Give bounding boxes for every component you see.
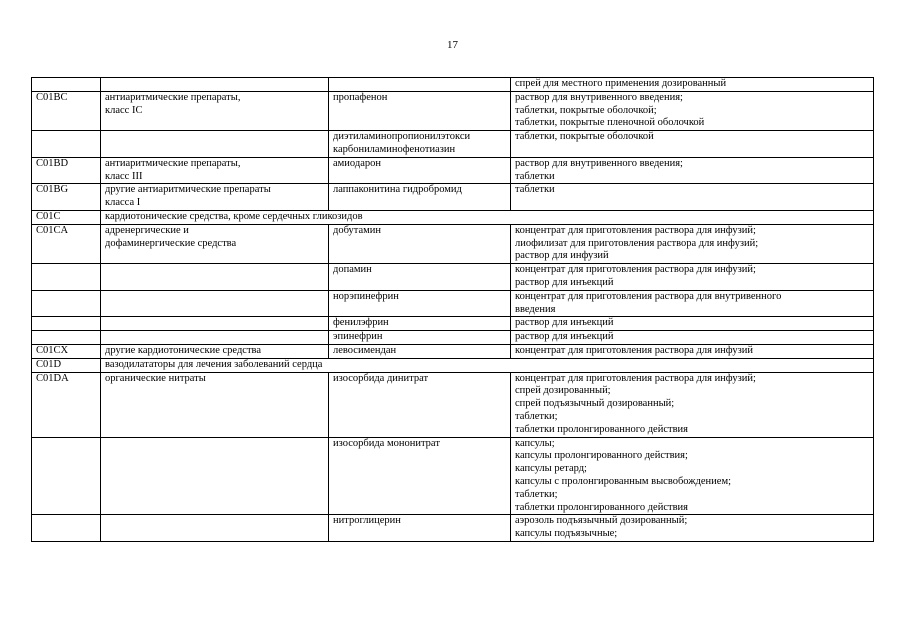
table-row: [32, 344, 874, 358]
table-row: [32, 358, 874, 372]
substance-cell: лаппаконитина гидробромид: [329, 184, 511, 211]
dosage-forms-cell: раствор для внутривенного введения; таблетки: [511, 157, 874, 184]
table-row: [32, 264, 874, 291]
atc-code-cell: C01BG: [32, 184, 101, 211]
dosage-forms-cell: капсулы; капсулы пролонгированного действия; капсулы ретард; капсулы с пролонгированным высвобождением; таблетки; таблетки пролонгированного действия: [511, 437, 874, 515]
group-name-cell: другие кардиотонические средства: [101, 344, 329, 358]
table-row: [32, 184, 874, 211]
atc-code-cell: C01CA: [32, 224, 101, 263]
substance-cell: эпинефрин: [329, 331, 511, 345]
atc-code-cell: [32, 317, 101, 331]
atc-code-cell: C01BD: [32, 157, 101, 184]
dosage-forms-cell: концентрат для приготовления раствора для инфузий; лиофилизат для приготовления раствора для инфузий; раствор для инфузий: [511, 224, 874, 263]
dosage-forms-cell: спрей для местного применения дозированный: [511, 78, 874, 92]
atc-code-cell: [32, 264, 101, 291]
atc-code-cell: C01BC: [32, 91, 101, 130]
group-name-cell: [101, 264, 329, 291]
substance-cell: пропафенон: [329, 91, 511, 130]
substance-cell: допамин: [329, 264, 511, 291]
substance-cell: диэтиламинопропионилэтокси карбониламинофенотиазин: [329, 131, 511, 158]
substance-cell: амиодарон: [329, 157, 511, 184]
dosage-forms-cell: концентрат для приготовления раствора для внутривенного введения: [511, 290, 874, 317]
group-name-cell: [101, 131, 329, 158]
substance-cell: нитроглицерин: [329, 515, 511, 542]
group-name-cell: [101, 317, 329, 331]
page-number: 17: [447, 39, 458, 51]
substance-cell: изосорбида динитрат: [329, 372, 511, 437]
atc-code-cell: [32, 290, 101, 317]
table-row: [32, 131, 874, 158]
group-name-cell: органические нитраты: [101, 372, 329, 437]
table-row: [32, 78, 874, 92]
dosage-forms-cell: таблетки: [511, 184, 874, 211]
group-name-cell: кардиотонические средства, кроме сердечных гликозидов: [101, 210, 874, 224]
table-row: [32, 224, 874, 263]
substance-cell: изосорбида мононитрат: [329, 437, 511, 515]
atc-code-cell: C01D: [32, 358, 101, 372]
table-row: [32, 290, 874, 317]
group-name-cell: [101, 437, 329, 515]
dosage-forms-cell: аэрозоль подъязычный дозированный; капсулы подъязычные;: [511, 515, 874, 542]
dosage-forms-cell: раствор для инъекций: [511, 317, 874, 331]
substance-cell: левосимендан: [329, 344, 511, 358]
drug-table: [31, 77, 874, 542]
substance-cell: фенилэфрин: [329, 317, 511, 331]
group-name-cell: [101, 78, 329, 92]
table-row: [32, 437, 874, 515]
atc-code-cell: [32, 78, 101, 92]
group-name-cell: [101, 331, 329, 345]
atc-code-cell: [32, 515, 101, 542]
group-name-cell: другие антиаритмические препараты класса I: [101, 184, 329, 211]
dosage-forms-cell: раствор для внутривенного введения; таблетки, покрытые оболочкой; таблетки, покрытые пленочной оболочкой: [511, 91, 874, 130]
group-name-cell: антиаритмические препараты, класс III: [101, 157, 329, 184]
substance-cell: добутамин: [329, 224, 511, 263]
table-row: [32, 372, 874, 437]
substance-cell: [329, 78, 511, 92]
table-row: [32, 157, 874, 184]
dosage-forms-cell: таблетки, покрытые оболочкой: [511, 131, 874, 158]
atc-code-cell: C01CX: [32, 344, 101, 358]
group-name-cell: [101, 290, 329, 317]
atc-code-cell: C01C: [32, 210, 101, 224]
atc-code-cell: [32, 331, 101, 345]
atc-code-cell: [32, 131, 101, 158]
group-name-cell: адренергические и дофаминергические средства: [101, 224, 329, 263]
group-name-cell: антиаритмические препараты, класс IC: [101, 91, 329, 130]
dosage-forms-cell: раствор для инъекций: [511, 331, 874, 345]
table-row: [32, 331, 874, 345]
dosage-forms-cell: концентрат для приготовления раствора для инфузий; спрей дозированный; спрей подъязычный дозированный; таблетки; таблетки пролонгированного действия: [511, 372, 874, 437]
table-row: [32, 317, 874, 331]
atc-code-cell: C01DA: [32, 372, 101, 437]
table-row: [32, 210, 874, 224]
table-row: [32, 91, 874, 130]
dosage-forms-cell: концентрат для приготовления раствора для инфузий: [511, 344, 874, 358]
group-name-cell: [101, 515, 329, 542]
dosage-forms-cell: концентрат для приготовления раствора для инфузий; раствор для инъекций: [511, 264, 874, 291]
group-name-cell: вазодилататоры для лечения заболеваний сердца: [101, 358, 874, 372]
atc-code-cell: [32, 437, 101, 515]
substance-cell: норэпинефрин: [329, 290, 511, 317]
table-row: [32, 515, 874, 542]
drug-table-body: [32, 78, 874, 542]
